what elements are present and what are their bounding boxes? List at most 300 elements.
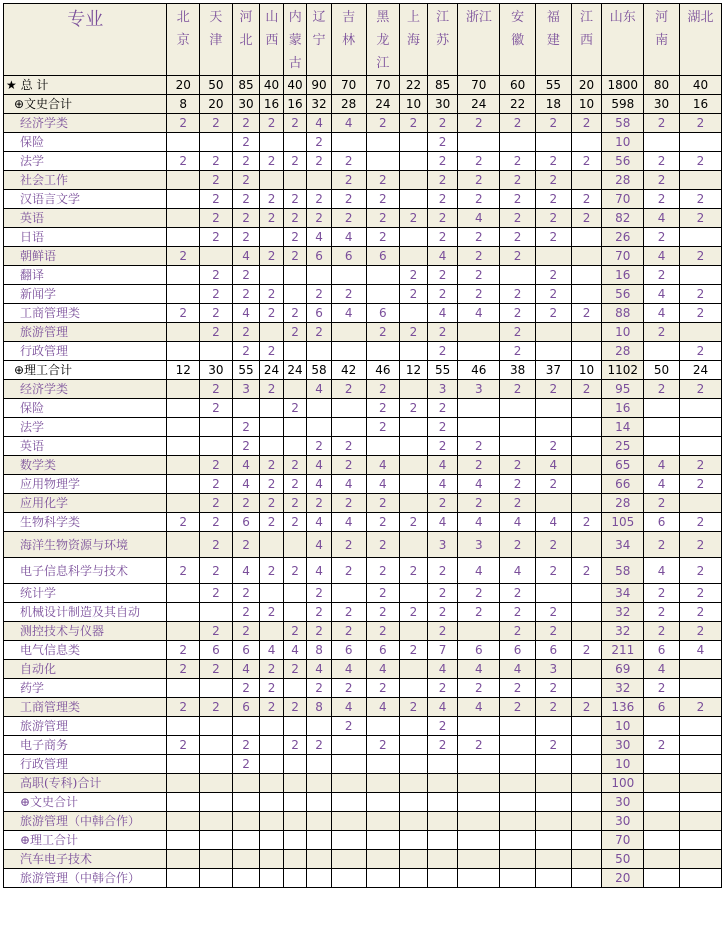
quota-cell bbox=[571, 736, 602, 755]
table-row bbox=[4, 641, 722, 660]
quota-cell bbox=[307, 717, 332, 736]
quota-cell bbox=[200, 831, 233, 850]
table-row bbox=[4, 660, 722, 679]
quota-cell: 2 bbox=[366, 622, 400, 641]
quota-cell bbox=[400, 736, 428, 755]
quota-cell: 1800 bbox=[602, 76, 644, 95]
quota-cell bbox=[679, 171, 721, 190]
major-name-cell: 生物科学类 bbox=[4, 513, 167, 532]
quota-cell: 4 bbox=[307, 532, 332, 558]
quota-cell bbox=[535, 494, 571, 513]
quota-cell: 2 bbox=[458, 603, 500, 622]
quota-cell: 2 bbox=[427, 736, 458, 755]
quota-cell: 95 bbox=[602, 380, 644, 399]
major-name-cell: 旅游管理（中韩合作） bbox=[4, 869, 167, 888]
quota-cell: 2 bbox=[458, 152, 500, 171]
quota-cell: 2 bbox=[571, 190, 602, 209]
quota-cell: 2 bbox=[260, 513, 283, 532]
quota-cell bbox=[366, 152, 400, 171]
major-name-cell: 数学类 bbox=[4, 456, 167, 475]
quota-cell: 28 bbox=[602, 342, 644, 361]
major-name-cell: 保险 bbox=[4, 133, 167, 152]
quota-cell: 2 bbox=[400, 323, 428, 342]
major-name-cell: 电子信息科学与技术 bbox=[4, 558, 167, 584]
quota-cell: 2 bbox=[427, 558, 458, 584]
quota-cell: 2 bbox=[535, 285, 571, 304]
quota-cell: 50 bbox=[602, 850, 644, 869]
quota-cell bbox=[500, 869, 536, 888]
quota-cell bbox=[571, 532, 602, 558]
quota-cell: 2 bbox=[679, 558, 721, 584]
quota-cell: 85 bbox=[232, 76, 260, 95]
quota-cell bbox=[366, 717, 400, 736]
quota-cell bbox=[458, 755, 500, 774]
quota-cell: 4 bbox=[458, 209, 500, 228]
quota-cell: 4 bbox=[307, 513, 332, 532]
quota-cell: 2 bbox=[500, 247, 536, 266]
quota-cell bbox=[200, 717, 233, 736]
quota-cell: 2 bbox=[427, 323, 458, 342]
quota-cell bbox=[331, 342, 366, 361]
quota-cell: 2 bbox=[400, 641, 428, 660]
quota-cell bbox=[679, 717, 721, 736]
major-name-cell: 法学 bbox=[4, 152, 167, 171]
quota-cell: 40 bbox=[283, 76, 306, 95]
quota-cell: 50 bbox=[200, 76, 233, 95]
quota-cell: 2 bbox=[260, 494, 283, 513]
major-name-cell: 工商管理类 bbox=[4, 698, 167, 717]
quota-cell: 70 bbox=[366, 76, 400, 95]
quota-cell bbox=[500, 437, 536, 456]
quota-cell bbox=[427, 850, 458, 869]
quota-cell: 70 bbox=[331, 76, 366, 95]
quota-cell: 10 bbox=[602, 755, 644, 774]
quota-cell: 2 bbox=[307, 584, 332, 603]
quota-cell bbox=[458, 717, 500, 736]
quota-cell bbox=[331, 323, 366, 342]
quota-cell: 2 bbox=[331, 437, 366, 456]
quota-cell bbox=[571, 437, 602, 456]
quota-cell: 2 bbox=[200, 532, 233, 558]
quota-cell: 2 bbox=[283, 698, 306, 717]
quota-cell: 55 bbox=[427, 361, 458, 380]
quota-cell: 2 bbox=[535, 603, 571, 622]
quota-cell bbox=[400, 755, 428, 774]
quota-cell: 4 bbox=[535, 456, 571, 475]
quota-cell bbox=[535, 869, 571, 888]
quota-cell bbox=[167, 133, 200, 152]
table-row bbox=[4, 399, 722, 418]
table-row bbox=[4, 285, 722, 304]
quota-cell bbox=[400, 494, 428, 513]
quota-cell bbox=[331, 869, 366, 888]
table-row bbox=[4, 532, 722, 558]
quota-cell: 2 bbox=[571, 114, 602, 133]
quota-cell: 30 bbox=[602, 736, 644, 755]
quota-cell bbox=[283, 584, 306, 603]
quota-cell bbox=[366, 831, 400, 850]
quota-cell bbox=[260, 228, 283, 247]
quota-cell: 10 bbox=[571, 95, 602, 114]
quota-cell bbox=[535, 717, 571, 736]
quota-cell bbox=[500, 793, 536, 812]
quota-cell: 2 bbox=[427, 114, 458, 133]
quota-cell: 30 bbox=[232, 95, 260, 114]
quota-cell: 2 bbox=[679, 114, 721, 133]
quota-cell: 2 bbox=[535, 558, 571, 584]
major-name-cell: 电子商务 bbox=[4, 736, 167, 755]
province-header: 浙江 bbox=[458, 4, 500, 76]
quota-cell: 2 bbox=[283, 660, 306, 679]
quota-cell bbox=[200, 774, 233, 793]
quota-cell: 24 bbox=[366, 95, 400, 114]
quota-cell bbox=[458, 399, 500, 418]
quota-cell: 2 bbox=[500, 114, 536, 133]
table-row bbox=[4, 717, 722, 736]
quota-cell: 598 bbox=[602, 95, 644, 114]
quota-cell: 4 bbox=[644, 304, 680, 323]
quota-cell: 2 bbox=[535, 437, 571, 456]
quota-cell: 4 bbox=[232, 558, 260, 584]
quota-cell: 6 bbox=[331, 247, 366, 266]
quota-cell: 2 bbox=[400, 603, 428, 622]
quota-cell: 2 bbox=[458, 584, 500, 603]
quota-cell: 2 bbox=[366, 171, 400, 190]
table-row bbox=[4, 736, 722, 755]
quota-cell bbox=[366, 266, 400, 285]
province-header: 内蒙古 bbox=[283, 4, 306, 76]
quota-cell: 30 bbox=[644, 95, 680, 114]
quota-cell: 2 bbox=[535, 679, 571, 698]
quota-cell: 2 bbox=[366, 603, 400, 622]
quota-cell: 2 bbox=[283, 228, 306, 247]
quota-cell bbox=[307, 266, 332, 285]
quota-cell: 2 bbox=[307, 622, 332, 641]
quota-cell: 4 bbox=[535, 513, 571, 532]
quota-cell: 2 bbox=[458, 266, 500, 285]
quota-cell bbox=[307, 399, 332, 418]
major-name-cell: 经济学类 bbox=[4, 114, 167, 133]
quota-cell: 2 bbox=[427, 603, 458, 622]
quota-cell bbox=[167, 622, 200, 641]
quota-cell bbox=[644, 850, 680, 869]
quota-cell: 4 bbox=[458, 304, 500, 323]
quota-cell: 2 bbox=[500, 475, 536, 494]
quota-cell: 2 bbox=[535, 266, 571, 285]
quota-cell bbox=[500, 266, 536, 285]
quota-cell: 2 bbox=[232, 437, 260, 456]
quota-cell: 2 bbox=[679, 584, 721, 603]
quota-cell: 32 bbox=[602, 622, 644, 641]
quota-cell bbox=[331, 850, 366, 869]
quota-cell bbox=[283, 793, 306, 812]
quota-cell: 4 bbox=[307, 660, 332, 679]
quota-cell bbox=[167, 494, 200, 513]
quota-cell: 12 bbox=[167, 361, 200, 380]
quota-cell bbox=[679, 228, 721, 247]
quota-cell: 2 bbox=[366, 323, 400, 342]
quota-cell bbox=[283, 380, 306, 399]
quota-cell: 4 bbox=[307, 475, 332, 494]
province-header: 黑龙江 bbox=[366, 4, 400, 76]
quota-cell: 2 bbox=[500, 456, 536, 475]
quota-cell bbox=[571, 660, 602, 679]
quota-cell: 2 bbox=[260, 456, 283, 475]
quota-cell: 2 bbox=[200, 266, 233, 285]
quota-cell: 2 bbox=[232, 342, 260, 361]
table-row bbox=[4, 266, 722, 285]
quota-cell: 25 bbox=[602, 437, 644, 456]
quota-cell: 42 bbox=[331, 361, 366, 380]
quota-cell: 20 bbox=[200, 95, 233, 114]
quota-cell: 2 bbox=[679, 475, 721, 494]
table-row bbox=[4, 755, 722, 774]
quota-cell: 2 bbox=[200, 399, 233, 418]
major-column-header: 专业 bbox=[4, 4, 167, 76]
quota-cell bbox=[307, 812, 332, 831]
quota-cell: 2 bbox=[232, 228, 260, 247]
quota-cell bbox=[458, 418, 500, 437]
quota-cell: 2 bbox=[200, 558, 233, 584]
quota-cell: 2 bbox=[644, 228, 680, 247]
quota-cell bbox=[644, 717, 680, 736]
quota-cell bbox=[307, 850, 332, 869]
major-name-cell: 药学 bbox=[4, 679, 167, 698]
quota-cell bbox=[260, 793, 283, 812]
quota-cell: 2 bbox=[644, 584, 680, 603]
quota-cell: 85 bbox=[427, 76, 458, 95]
quota-cell bbox=[400, 152, 428, 171]
quota-cell bbox=[331, 399, 366, 418]
quota-cell bbox=[167, 399, 200, 418]
quota-cell bbox=[458, 342, 500, 361]
quota-cell bbox=[283, 532, 306, 558]
quota-cell: 2 bbox=[571, 209, 602, 228]
quota-cell: 2 bbox=[260, 285, 283, 304]
quota-cell: 88 bbox=[602, 304, 644, 323]
table-row bbox=[4, 152, 722, 171]
quota-cell: 2 bbox=[200, 380, 233, 399]
quota-cell: 2 bbox=[167, 247, 200, 266]
quota-cell: 2 bbox=[500, 494, 536, 513]
quota-cell: 100 bbox=[602, 774, 644, 793]
quota-cell: 16 bbox=[602, 266, 644, 285]
quota-cell: 2 bbox=[200, 698, 233, 717]
quota-cell: 2 bbox=[331, 152, 366, 171]
quota-cell: 4 bbox=[232, 475, 260, 494]
quota-cell bbox=[366, 133, 400, 152]
table-row bbox=[4, 114, 722, 133]
quota-cell: 2 bbox=[260, 475, 283, 494]
quota-cell bbox=[366, 755, 400, 774]
quota-cell: 2 bbox=[644, 114, 680, 133]
quota-cell bbox=[283, 850, 306, 869]
quota-cell: 2 bbox=[679, 285, 721, 304]
quota-cell: 2 bbox=[427, 342, 458, 361]
quota-cell bbox=[458, 793, 500, 812]
quota-cell: 2 bbox=[283, 114, 306, 133]
quota-cell bbox=[283, 755, 306, 774]
quota-cell bbox=[167, 774, 200, 793]
quota-cell: 2 bbox=[535, 736, 571, 755]
major-name-cell: 高职(专科)合计 bbox=[4, 774, 167, 793]
quota-cell bbox=[200, 869, 233, 888]
major-name-cell: 工商管理类 bbox=[4, 304, 167, 323]
quota-cell: 2 bbox=[366, 190, 400, 209]
table-row bbox=[4, 209, 722, 228]
table-row bbox=[4, 812, 722, 831]
quota-cell bbox=[644, 755, 680, 774]
quota-cell bbox=[679, 812, 721, 831]
quota-cell bbox=[679, 774, 721, 793]
quota-cell: 2 bbox=[283, 247, 306, 266]
quota-cell bbox=[331, 266, 366, 285]
quota-cell: 8 bbox=[307, 641, 332, 660]
quota-cell bbox=[500, 755, 536, 774]
quota-cell bbox=[232, 793, 260, 812]
quota-cell: 2 bbox=[458, 736, 500, 755]
quota-cell bbox=[400, 679, 428, 698]
quota-cell: 2 bbox=[331, 380, 366, 399]
quota-cell bbox=[427, 831, 458, 850]
quota-cell: 4 bbox=[644, 285, 680, 304]
quota-cell: 2 bbox=[331, 679, 366, 698]
quota-cell: 2 bbox=[232, 114, 260, 133]
quota-cell: 2 bbox=[427, 152, 458, 171]
quota-cell bbox=[535, 418, 571, 437]
quota-cell bbox=[679, 869, 721, 888]
quota-cell bbox=[167, 850, 200, 869]
quota-cell: 2 bbox=[679, 190, 721, 209]
quota-cell: 16 bbox=[602, 399, 644, 418]
quota-cell bbox=[260, 266, 283, 285]
quota-cell: 30 bbox=[602, 793, 644, 812]
quota-cell bbox=[366, 285, 400, 304]
province-header: 江苏 bbox=[427, 4, 458, 76]
quota-cell: 4 bbox=[366, 475, 400, 494]
table-row bbox=[4, 698, 722, 717]
quota-cell bbox=[283, 717, 306, 736]
quota-cell: 50 bbox=[644, 361, 680, 380]
quota-cell: 70 bbox=[602, 190, 644, 209]
quota-cell: 2 bbox=[644, 380, 680, 399]
quota-cell: 2 bbox=[644, 494, 680, 513]
quota-cell bbox=[232, 812, 260, 831]
quota-cell: 2 bbox=[167, 114, 200, 133]
quota-cell bbox=[260, 812, 283, 831]
quota-cell: 2 bbox=[260, 698, 283, 717]
table-row bbox=[4, 247, 722, 266]
quota-cell: 28 bbox=[602, 494, 644, 513]
quota-cell: 105 bbox=[602, 513, 644, 532]
quota-cell: 2 bbox=[232, 532, 260, 558]
quota-cell: 6 bbox=[644, 698, 680, 717]
quota-cell: 2 bbox=[535, 152, 571, 171]
quota-cell bbox=[571, 475, 602, 494]
quota-cell bbox=[535, 247, 571, 266]
quota-cell: 2 bbox=[232, 418, 260, 437]
quota-cell bbox=[679, 323, 721, 342]
major-name-cell: 保险 bbox=[4, 399, 167, 418]
quota-cell bbox=[571, 869, 602, 888]
quota-cell: 2 bbox=[458, 171, 500, 190]
quota-cell bbox=[679, 736, 721, 755]
quota-cell bbox=[331, 133, 366, 152]
table-row bbox=[4, 361, 722, 380]
quota-cell: 2 bbox=[167, 304, 200, 323]
quota-cell: 2 bbox=[644, 171, 680, 190]
quota-cell: 2 bbox=[679, 603, 721, 622]
table-row bbox=[4, 304, 722, 323]
quota-cell bbox=[200, 603, 233, 622]
quota-cell: 2 bbox=[427, 190, 458, 209]
quota-cell: 2 bbox=[232, 209, 260, 228]
table-row bbox=[4, 133, 722, 152]
quota-cell bbox=[644, 831, 680, 850]
quota-cell bbox=[679, 660, 721, 679]
quota-cell bbox=[571, 622, 602, 641]
quota-cell bbox=[283, 603, 306, 622]
quota-cell bbox=[307, 831, 332, 850]
quota-cell: 4 bbox=[307, 558, 332, 584]
quota-cell bbox=[260, 133, 283, 152]
quota-cell bbox=[679, 831, 721, 850]
quota-cell bbox=[167, 209, 200, 228]
quota-cell bbox=[307, 171, 332, 190]
quota-cell bbox=[535, 755, 571, 774]
quota-cell: 40 bbox=[260, 76, 283, 95]
quota-cell: 2 bbox=[307, 133, 332, 152]
quota-cell bbox=[400, 793, 428, 812]
quota-cell: 2 bbox=[232, 266, 260, 285]
quota-cell: 60 bbox=[500, 76, 536, 95]
quota-cell bbox=[307, 869, 332, 888]
quota-cell bbox=[400, 342, 428, 361]
table-row bbox=[4, 171, 722, 190]
quota-cell bbox=[167, 228, 200, 247]
quota-cell bbox=[232, 717, 260, 736]
quota-cell: 2 bbox=[458, 228, 500, 247]
major-name-cell: 测控技术与仪器 bbox=[4, 622, 167, 641]
quota-cell: 2 bbox=[200, 209, 233, 228]
quota-cell: 2 bbox=[232, 622, 260, 641]
quota-cell: 16 bbox=[260, 95, 283, 114]
quota-cell bbox=[260, 850, 283, 869]
quota-cell: 2 bbox=[283, 622, 306, 641]
quota-cell: 2 bbox=[679, 152, 721, 171]
quota-cell: 2 bbox=[571, 558, 602, 584]
quota-cell: 2 bbox=[167, 660, 200, 679]
quota-cell: 2 bbox=[283, 494, 306, 513]
quota-cell: 2 bbox=[400, 698, 428, 717]
quota-cell: 4 bbox=[366, 456, 400, 475]
quota-cell bbox=[571, 717, 602, 736]
quota-cell: 2 bbox=[571, 513, 602, 532]
quota-cell: 4 bbox=[232, 247, 260, 266]
quota-cell: 4 bbox=[232, 660, 260, 679]
major-name-cell: 朝鲜语 bbox=[4, 247, 167, 266]
quota-cell bbox=[427, 755, 458, 774]
quota-cell bbox=[679, 418, 721, 437]
table-row bbox=[4, 831, 722, 850]
quota-cell: 2 bbox=[644, 622, 680, 641]
quota-cell: 2 bbox=[167, 558, 200, 584]
header-row bbox=[4, 4, 722, 76]
quota-cell bbox=[535, 774, 571, 793]
quota-cell bbox=[366, 793, 400, 812]
quota-cell bbox=[427, 793, 458, 812]
major-name-cell: 旅游管理 bbox=[4, 323, 167, 342]
